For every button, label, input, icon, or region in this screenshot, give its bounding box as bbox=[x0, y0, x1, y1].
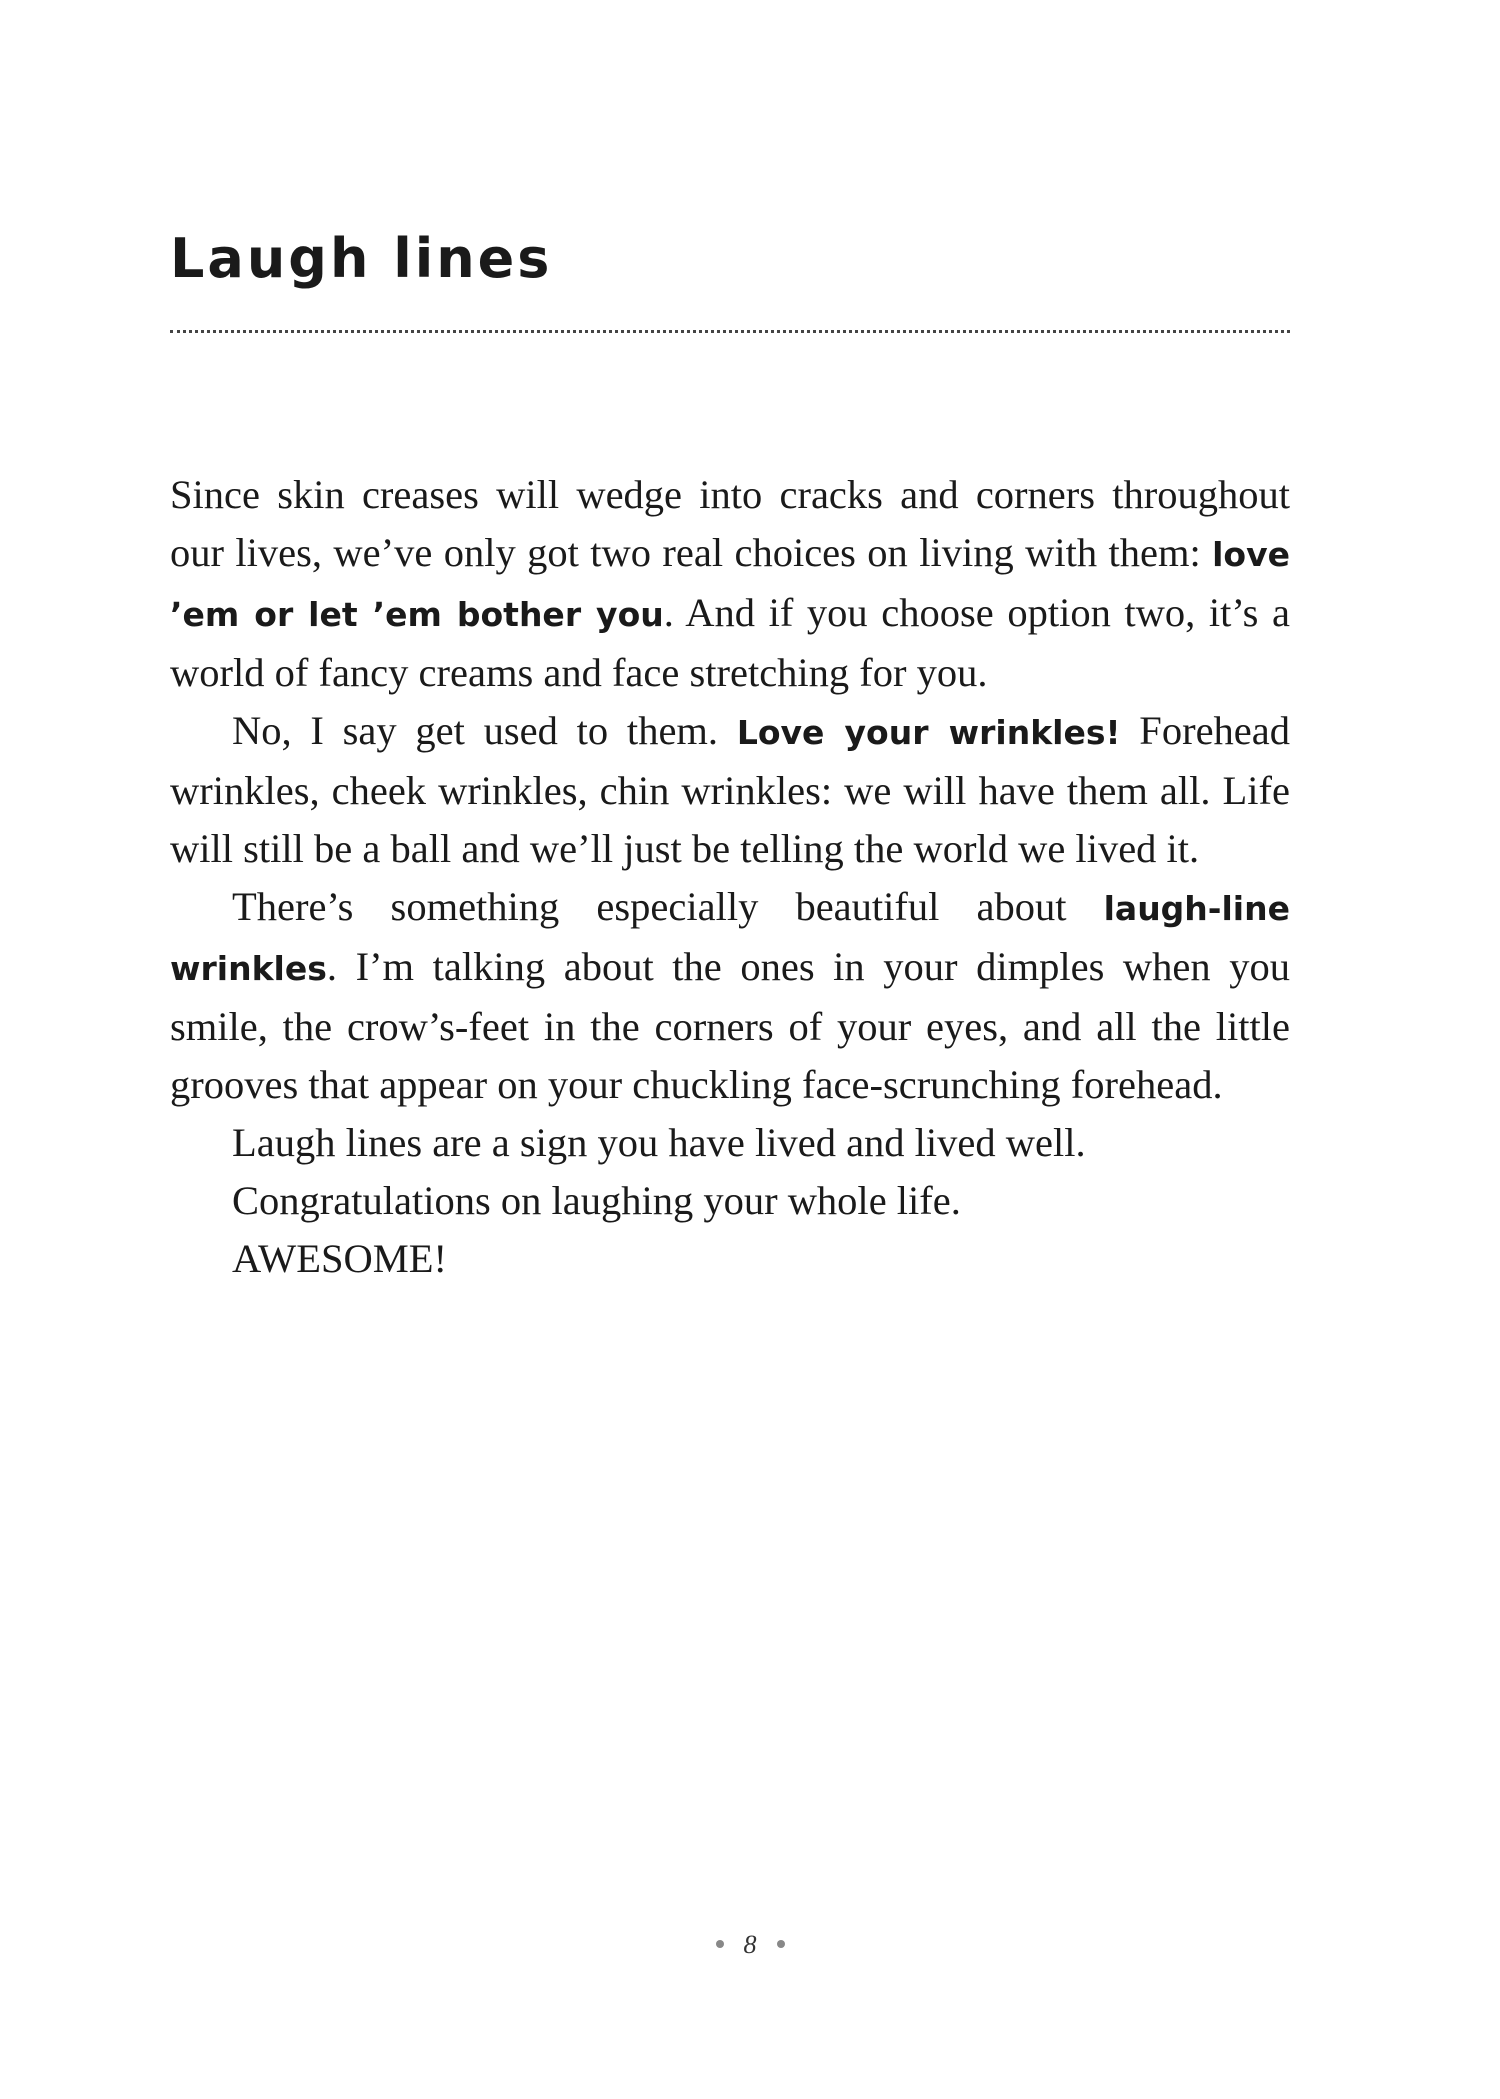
paragraph-3-text-a: There’s something especially beautiful about bbox=[232, 884, 1104, 929]
paragraph-3-text-b: . I’m talking about the ones in your dimples when you smile, the crow’s-feet in the corners of your eyes, and all the little grooves that appear on your chuckling face-scrunching forehead. bbox=[170, 944, 1290, 1107]
paragraph-6: AWESOME! bbox=[232, 1236, 447, 1281]
bullet-dot-icon bbox=[716, 1940, 724, 1948]
paragraph-5: Congratulations on laughing your whole life. bbox=[232, 1178, 961, 1223]
paragraph-1-text-a: Since skin creases will wedge into cracks and corners throughout our lives, we’ve only got two real choices on living with them: bbox=[170, 472, 1290, 575]
body-text bbox=[170, 466, 1290, 1288]
dotted-divider bbox=[170, 330, 1290, 333]
page-footer bbox=[0, 1930, 1500, 1960]
bullet-dot-icon bbox=[777, 1940, 785, 1948]
paragraph-2-text-a: No, I say get used to them. bbox=[232, 708, 737, 753]
paragraph-4: Laugh lines are a sign you have lived and lived well. bbox=[232, 1120, 1086, 1165]
page-number: 8 bbox=[743, 1930, 757, 1959]
paragraph-1-highlight: love ’em or let ’em bother you bbox=[170, 535, 1290, 634]
paragraph-3-highlight: laugh-line wrinkles bbox=[170, 889, 1290, 988]
paragraph-1-text-b: . And if you choose option two, it’s a world of fancy creams and face stretching for you. bbox=[170, 590, 1290, 695]
chapter-title: Laugh lines bbox=[170, 227, 553, 290]
paragraph-1 bbox=[170, 466, 1290, 702]
paragraph-2-highlight: Love your wrinkles! bbox=[736, 713, 1121, 752]
paragraph-3 bbox=[170, 878, 1290, 1114]
paragraph-2 bbox=[170, 702, 1290, 878]
paragraph-2-text-b: Forehead wrinkles, cheek wrinkles, chin wrinkles: we will have them all. Life will still be a ball and we’ll just be telling the world we lived it. bbox=[170, 708, 1290, 871]
